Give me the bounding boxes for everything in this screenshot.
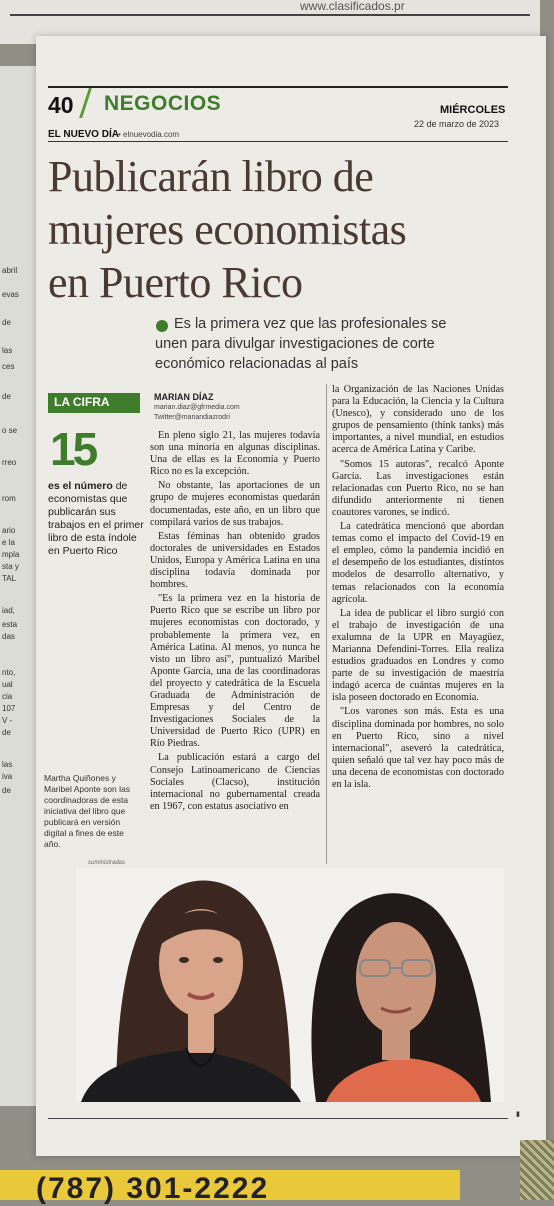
- left-page-fragment: o se: [2, 426, 18, 435]
- page-bottom-rule: [48, 1118, 508, 1119]
- page-corner-mark: ▮: [516, 1111, 520, 1118]
- left-page-fragment: sta y: [2, 562, 19, 571]
- article-paragraph: "Somos 15 autoras", recalcó Aponte García. Las investigaciones están relacionadas con Puerto Rico, no se han difundido anteriormente ni tienen coautores varones, se indicó.: [332, 458, 504, 518]
- background-texture: [520, 1140, 554, 1200]
- headline-line: Publicarán libro de: [48, 152, 374, 201]
- article-paragraph: No obstante, las aportaciones de un grupo de mujeres economistas quedarán documentadas, este año, en un libro que compilará varios de sus trabajos.: [150, 480, 320, 528]
- left-page-fragment: evas: [2, 290, 19, 299]
- article-paragraph: La idea de publicar el libro surgió con el trabajo de investigación de una exalumna de la UPR en Mayagüez, Marianna Defendini-Torres. Ella realiza estudios graduados en Londres y como parte de su investigación de maestría indagó acerca de cuántas mujeres en la isla poseen doctorado en Economía.: [332, 607, 504, 704]
- background-rule: [10, 14, 530, 16]
- left-page-fragment: mpla: [2, 550, 20, 559]
- ad-phone-number: (787) 301-2222: [36, 1172, 270, 1205]
- article-paragraph: La catedrática mencionó que abordan temas como el impacto del Covid-19 en el empleo, cómo la pandemia incidió en el desempeño de los estudiantes, distintos modelos de desarrollo alternativo, y temas relacionados con la economía agrícola.: [332, 521, 504, 605]
- left-page-fragment: las: [2, 760, 13, 769]
- cifra-text: [48, 480, 144, 558]
- left-page-fragment: ual: [2, 680, 13, 689]
- photo-caption: Martha Quiñones y Maribel Aponte son las coordinadoras de esta iniciativa del libro que publicará en versión digital a fines de este año.: [44, 773, 130, 849]
- portrait-illustration: [76, 868, 504, 1102]
- article-column-1: [150, 430, 320, 815]
- author-twitter: Twitter@mariandiazrodri: [154, 414, 230, 421]
- left-page-fragment: rom: [2, 494, 16, 503]
- cifra-label: LA CIFRA: [54, 395, 110, 409]
- article-paragraph: La publicación estará a cargo del Consejo Latinoamericano de Ciencias Sociales (Clacso), institución internacional no gubernamental creada en 1967, con estatus asociativo en: [150, 752, 320, 812]
- left-page-fragment: de: [2, 786, 11, 795]
- cifra-label-arrow: [130, 393, 140, 413]
- article-column-2: [332, 384, 504, 793]
- article-paragraph: En pleno siglo 21, las mujeres todavía son una minoría en algunas disciplinas. Una de ellas es la Economía y Puerto Rico no es la excepción.: [150, 430, 320, 478]
- cifra-number: 15: [50, 423, 96, 475]
- left-page-fragment: e la: [2, 538, 15, 547]
- left-page-fragment: esta: [2, 620, 18, 629]
- left-page-fragment: abril: [2, 266, 18, 275]
- background-url: www.clasificados.pr: [300, 0, 405, 13]
- header-top-rule: [48, 86, 508, 88]
- left-page-fragment: nto,: [2, 668, 16, 677]
- article-paragraph: la Organización de las Naciones Unidas para la Educación, la Ciencia y la Cultura (Unesco), y considerado uno de los grupos de pensamiento (think tanks) más importantes, a nivel mundial, en estudios acerca de América Latina y Caribe.: [332, 384, 504, 456]
- newspaper-brand: EL NUEVO DÍA: [48, 129, 119, 140]
- newspaper-website: • elnuevodia.com: [118, 130, 180, 139]
- section-title: NEGOCIOS: [104, 92, 222, 115]
- cifra-text-bold: es el número: [48, 480, 113, 492]
- article-photo: [76, 868, 504, 1102]
- left-page-fragment: cia: [2, 692, 13, 701]
- left-page-fragment: V -: [2, 716, 13, 725]
- article-paragraph: Estas féminas han obtenido grados doctorales de universidades en Estados Unidos, Europa y América Latina en una disciplina todavía dominada por hombres.: [150, 530, 320, 591]
- left-page-fragment: das: [2, 632, 15, 641]
- left-page-fragment: ario: [2, 526, 16, 535]
- subhead-bullet-icon: [156, 320, 168, 332]
- issue-day: MIÉRCOLES: [440, 104, 506, 116]
- headline-line: en Puerto Rico: [48, 258, 303, 307]
- cifra-label-box: [48, 393, 140, 413]
- portrait-woman-left: [81, 881, 301, 1103]
- subhead-line: unen para divulgar investigaciones de corte: [155, 336, 435, 352]
- left-page-fragments: [0, 66, 36, 1086]
- bottom-advertisement: [0, 1170, 460, 1205]
- issue-date: 22 de marzo de 2023: [414, 119, 500, 129]
- left-page-fragment: de: [2, 728, 11, 737]
- page-number: 40: [48, 92, 74, 118]
- headline-line: mujeres economistas: [48, 205, 407, 254]
- column-divider: [326, 384, 327, 864]
- left-page-fragment: 107: [2, 704, 16, 713]
- left-page-fragment: iva: [2, 772, 13, 781]
- left-page-fragment: rreo: [2, 458, 17, 467]
- left-page-fragment: TAL: [2, 574, 17, 583]
- author-email: marian.diaz@gfrmedia.com: [154, 404, 240, 411]
- author-name: MARIAN DÍAZ: [154, 392, 214, 402]
- cifra-text-rest: de economistas que publicarán sus trabajos en el primer libro de esta índole en Puerto Rico: [48, 480, 144, 557]
- portrait-woman-right: [311, 893, 491, 1102]
- left-page-fragment: iad,: [2, 606, 15, 615]
- header-bottom-rule: [48, 141, 508, 142]
- left-page-fragment: de: [2, 318, 11, 327]
- headline: [48, 150, 498, 309]
- photo-credit: suministradas: [88, 860, 126, 866]
- left-page-fragment: las: [2, 346, 13, 355]
- article-paragraph: "Los varones son más. Esta es una disciplina dominada por hombres, no solo en Puerto Rico, sino a nivel internacional", aseveró la catedrática, quien señaló que tal vez hay poco más de una decena de economistas con doctorado en la isla.: [332, 706, 504, 790]
- left-page-fragment: de: [2, 392, 11, 401]
- subhead-line: económico relacionadas al país: [155, 356, 359, 372]
- article-paragraph: "Es la primera vez en la historia de Puerto Rico que se escribe un libro por mujeres economistas con doctorado, y probablemente la primera vez, en América Latina. Al menos, yo nunca he visto un libro así", puntualizó Maribel Aponte García, una de las coordinadoras del proyecto y catedrática de la Escuela Graduada de Administración de Empresas y del Centro de Investigaciones Sociales de la Universidad de Puerto Rico (UPR) en Río Piedras.: [150, 593, 320, 750]
- left-page-fragment: ces: [2, 362, 15, 371]
- subhead-line: Es la primera vez que las profesionales se: [174, 316, 447, 332]
